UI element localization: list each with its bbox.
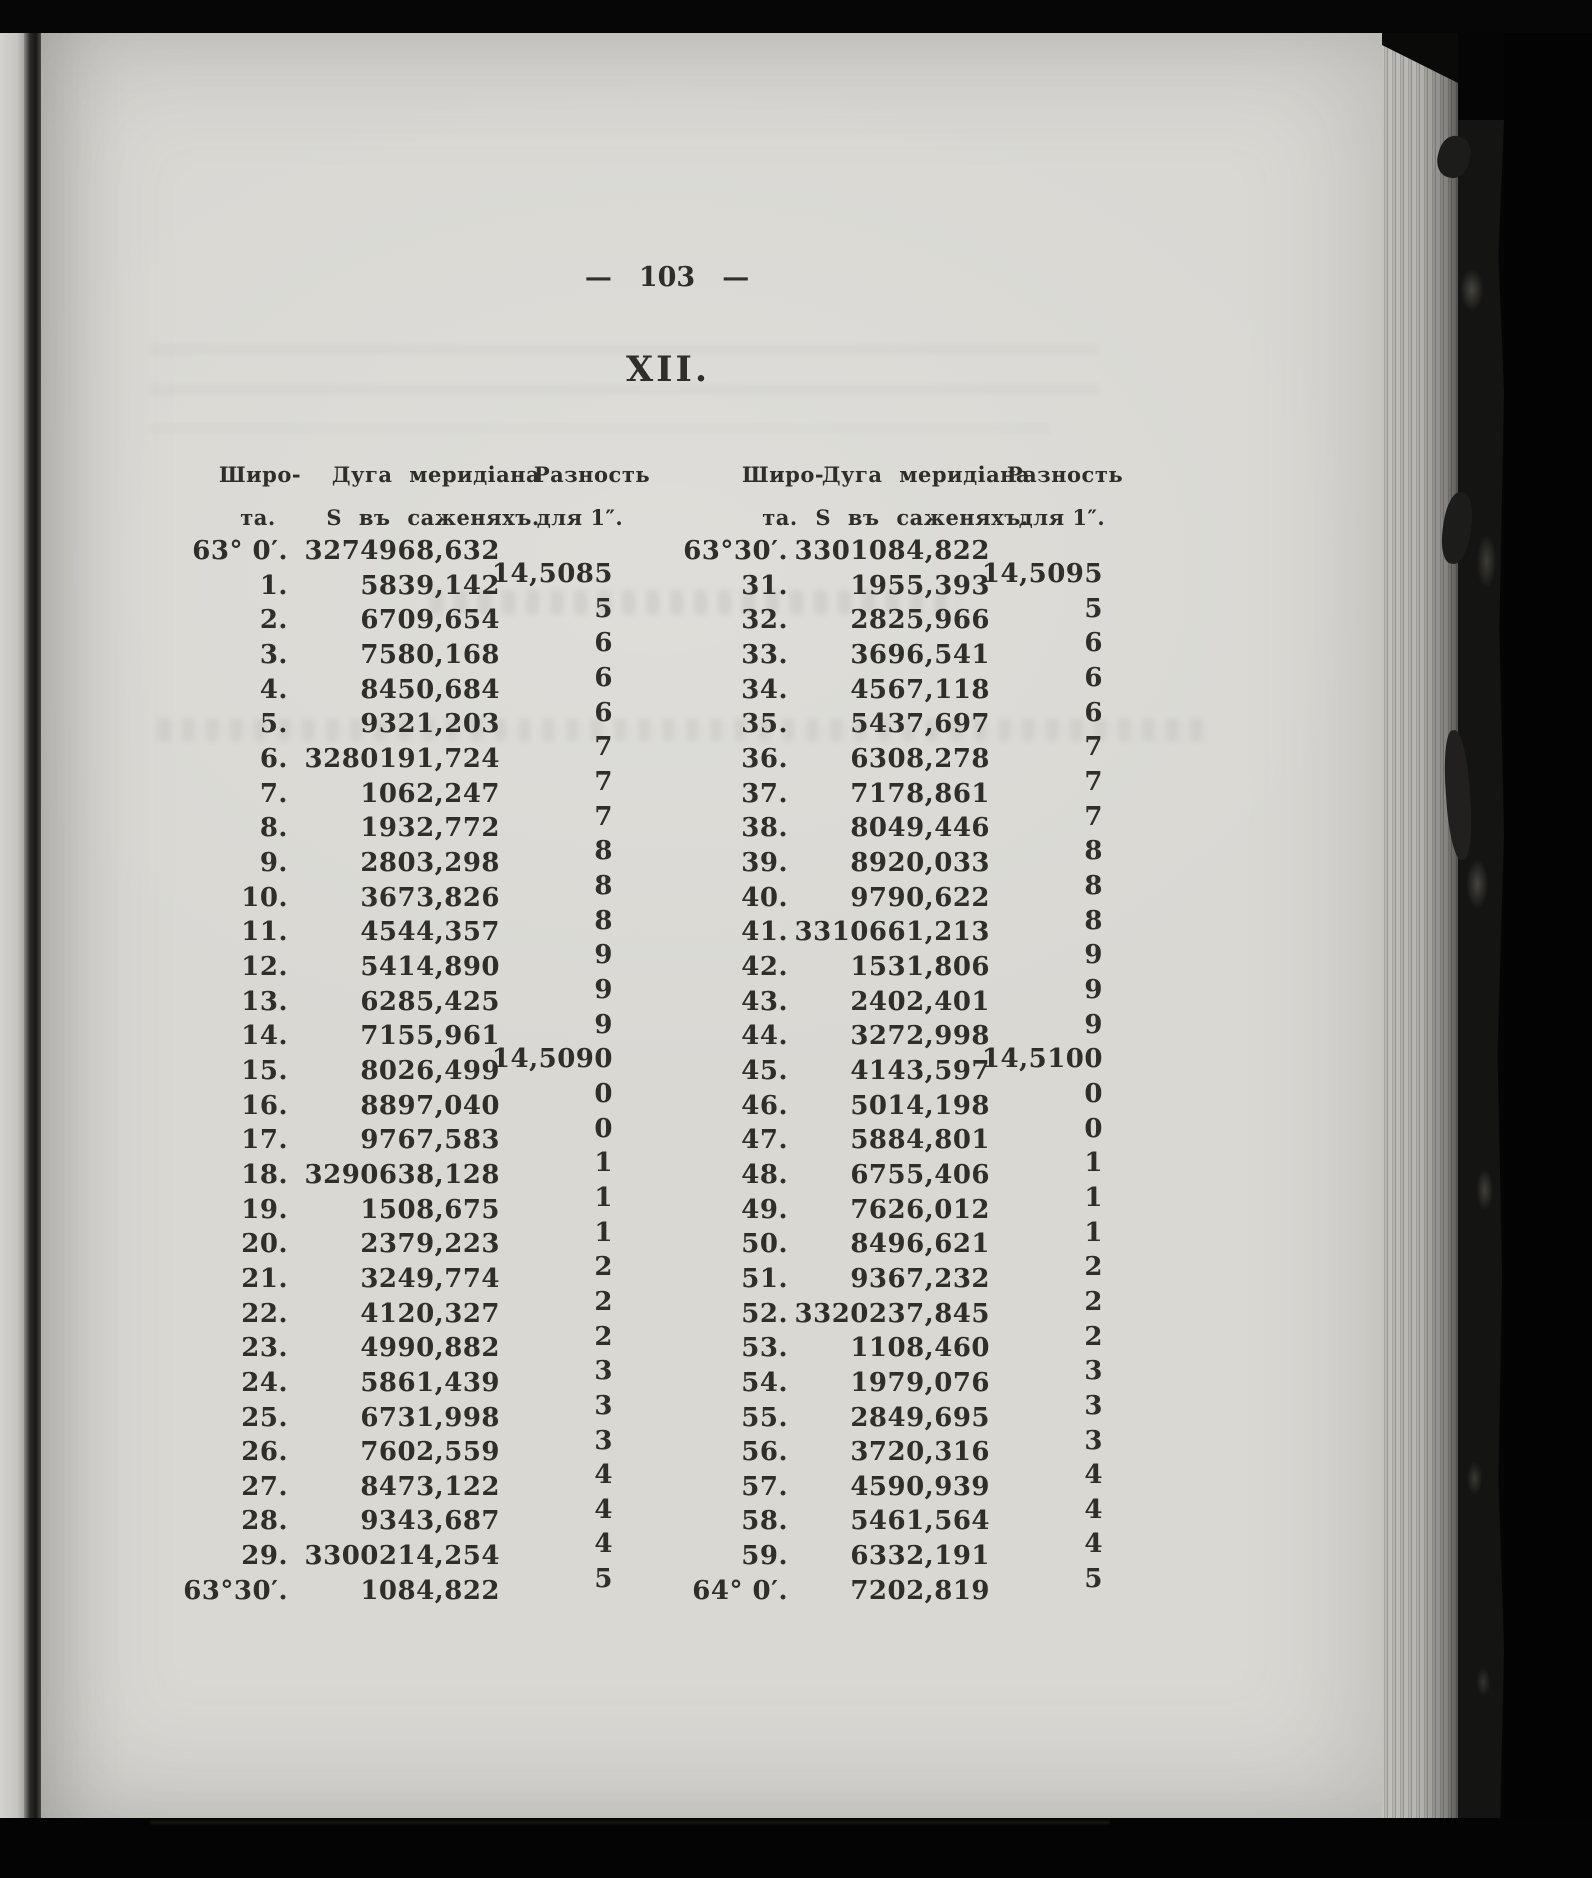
bottom-black-band xyxy=(0,1818,1592,1878)
difference-cell: 3 xyxy=(594,1390,613,1421)
difference-cell: 14,5095 xyxy=(981,559,1103,589)
arc-value-cell: 9367,232 xyxy=(850,1263,990,1294)
page-number-dash-right: — xyxy=(722,262,750,293)
difference-cell: 2 xyxy=(594,1321,613,1352)
difference-header-line2: для 1″. xyxy=(1018,505,1106,530)
latitude-cell: 4. xyxy=(259,674,288,705)
difference-header-line1: Разность xyxy=(533,462,651,487)
arc-value-cell: 7155,961 xyxy=(360,1021,500,1052)
top-black-band xyxy=(0,0,1592,33)
latitude-cell: 56. xyxy=(741,1437,788,1468)
latitude-cell: 49. xyxy=(741,1194,788,1225)
latitude-cell: 23. xyxy=(241,1333,288,1364)
latitude-cell: 48. xyxy=(741,1159,788,1190)
latitude-cell: 7. xyxy=(259,778,288,809)
arc-value-cell: 8450,684 xyxy=(360,674,500,705)
arc-value-cell: 8496,621 xyxy=(850,1229,990,1260)
difference-cell: 9 xyxy=(594,974,613,1005)
arc-value-cell: 3310661,213 xyxy=(794,917,990,948)
arc-value-cell: 3274968,632 xyxy=(304,536,500,566)
latitude-cell: 44. xyxy=(741,1021,788,1052)
arc-value-cell: 3300214,254 xyxy=(304,1541,500,1572)
difference-cell: 6 xyxy=(594,697,613,728)
arc-value-cell: 3280191,724 xyxy=(304,743,500,774)
difference-cell: 0 xyxy=(594,1113,613,1144)
difference-cell: 4 xyxy=(594,1529,613,1560)
difference-cell: 7 xyxy=(1084,732,1103,763)
difference-cell: 9 xyxy=(1084,940,1103,971)
latitude-cell: 58. xyxy=(741,1506,788,1537)
arc-value-cell: 6285,425 xyxy=(360,986,500,1017)
difference-cell: 0 xyxy=(1084,1113,1103,1144)
latitude-cell: 8. xyxy=(259,813,288,844)
arc-value-cell: 1108,460 xyxy=(850,1333,990,1364)
arc-value-cell: 8026,499 xyxy=(360,1055,500,1086)
latitude-cell: 10. xyxy=(241,882,288,913)
difference-cell: 1 xyxy=(594,1148,613,1179)
latitude-cell: 20. xyxy=(241,1229,288,1260)
difference-cell: 1 xyxy=(594,1182,613,1213)
arc-value-cell: 3290638,128 xyxy=(304,1159,500,1190)
latitude-cell: 21. xyxy=(241,1263,288,1294)
latitude-cell: 33. xyxy=(741,639,788,670)
arc-value-cell: 2849,695 xyxy=(850,1402,990,1433)
arc-value-cell: 2803,298 xyxy=(360,847,500,878)
latitude-cell: 63°30′. xyxy=(683,536,788,566)
difference-cell: 9 xyxy=(1084,1009,1103,1040)
arc-value-cell: 5414,890 xyxy=(360,951,500,982)
latitude-header-line1: Широ- xyxy=(741,462,825,487)
arc-value-cell: 6755,406 xyxy=(850,1159,990,1190)
arc-value-cell: 9790,622 xyxy=(850,882,990,913)
latitude-cell: 51. xyxy=(741,1263,788,1294)
difference-cell: 5 xyxy=(1084,1564,1103,1595)
latitude-cell: 41. xyxy=(741,917,788,948)
difference-cell: 3 xyxy=(594,1356,613,1387)
arc-value-cell: 1979,076 xyxy=(850,1367,990,1398)
difference-cell: 6 xyxy=(1084,697,1103,728)
difference-cell: 1 xyxy=(1084,1182,1103,1213)
arc-value-cell: 4544,357 xyxy=(360,917,500,948)
arc-value-cell: 7202,819 xyxy=(850,1575,990,1606)
latitude-cell: 35. xyxy=(741,709,788,740)
difference-cell: 2 xyxy=(594,1252,613,1283)
latitude-header-line1: Широ- xyxy=(218,462,302,487)
difference-cell: 3 xyxy=(1084,1356,1103,1387)
difference-cell: 4 xyxy=(1084,1460,1103,1491)
difference-cell: 5 xyxy=(594,1564,613,1595)
latitude-cell: 47. xyxy=(741,1125,788,1156)
difference-cell: 6 xyxy=(1084,662,1103,693)
latitude-cell: 63°30′. xyxy=(183,1575,288,1606)
arc-value-cell: 3720,316 xyxy=(850,1437,990,1468)
latitude-cell: 55. xyxy=(741,1402,788,1433)
latitude-cell: 59. xyxy=(741,1541,788,1572)
difference-cell: 8 xyxy=(1084,870,1103,901)
page-bottom-edge-highlight xyxy=(150,1821,1110,1824)
arc-value-cell: 6731,998 xyxy=(360,1402,500,1433)
latitude-cell: 25. xyxy=(241,1402,288,1433)
difference-cell: 3 xyxy=(1084,1425,1103,1456)
difference-cell: 1 xyxy=(1084,1217,1103,1248)
latitude-header-line2: та. xyxy=(240,505,276,530)
latitude-cell: 32. xyxy=(741,605,788,636)
latitude-cell: 50. xyxy=(741,1229,788,1260)
arc-value-cell: 3249,774 xyxy=(360,1263,500,1294)
difference-cell: 7 xyxy=(594,732,613,763)
arc-value-cell: 4567,118 xyxy=(850,674,990,705)
arc-value-cell: 4590,939 xyxy=(850,1471,990,1502)
arc-value-cell: 1955,393 xyxy=(850,570,990,601)
latitude-cell: 17. xyxy=(241,1125,288,1156)
difference-cell: 5 xyxy=(1084,593,1103,624)
difference-cell: 14,5090 xyxy=(491,1044,613,1075)
difference-cell: 3 xyxy=(1084,1390,1103,1421)
arc-value-cell: 6308,278 xyxy=(850,743,990,774)
latitude-cell: 43. xyxy=(741,986,788,1017)
arc-value-cell: 5839,142 xyxy=(360,570,500,601)
latitude-cell: 22. xyxy=(241,1298,288,1329)
difference-cell: 8 xyxy=(1084,905,1103,936)
difference-cell: 2 xyxy=(1084,1286,1103,1317)
page-number-dash-left: — xyxy=(584,262,612,293)
difference-cell: 2 xyxy=(594,1286,613,1317)
difference-cell: 8 xyxy=(594,905,613,936)
latitude-cell: 38. xyxy=(741,813,788,844)
difference-cell: 1 xyxy=(1084,1148,1103,1179)
latitude-cell: 29. xyxy=(241,1541,288,1572)
latitude-cell: 37. xyxy=(741,778,788,809)
difference-cell: 14,5100 xyxy=(981,1044,1103,1075)
latitude-cell: 31. xyxy=(741,570,788,601)
latitude-cell: 16. xyxy=(241,1090,288,1121)
difference-cell: 2 xyxy=(1084,1321,1103,1352)
latitude-cell: 15. xyxy=(241,1055,288,1086)
latitude-cell: 63° 0′. xyxy=(192,536,288,566)
difference-cell: 4 xyxy=(1084,1494,1103,1525)
arc-value-cell: 7580,168 xyxy=(360,639,500,670)
difference-cell: 7 xyxy=(1084,766,1103,797)
difference-cell: 2 xyxy=(1084,1252,1103,1283)
difference-cell: 8 xyxy=(594,870,613,901)
difference-cell: 7 xyxy=(594,801,613,832)
arc-value-cell: 1084,822 xyxy=(360,1575,500,1606)
arc-value-cell: 1062,247 xyxy=(360,778,500,809)
latitude-cell: 24. xyxy=(241,1367,288,1398)
latitude-header-line2: та. xyxy=(762,505,798,530)
latitude-cell: 57. xyxy=(741,1471,788,1502)
latitude-cell: 12. xyxy=(241,951,288,982)
arc-value-cell: 5014,198 xyxy=(850,1090,990,1121)
arc-header-line1: Дуга меридіана xyxy=(331,462,541,487)
difference-cell: 6 xyxy=(594,662,613,693)
difference-cell: 9 xyxy=(594,1009,613,1040)
arc-value-cell: 3696,541 xyxy=(850,639,990,670)
arc-value-cell: 2402,401 xyxy=(850,986,990,1017)
arc-value-cell: 7178,861 xyxy=(850,778,990,809)
latitude-cell: 36. xyxy=(741,743,788,774)
latitude-cell: 5. xyxy=(259,709,288,740)
difference-cell: 7 xyxy=(594,766,613,797)
latitude-cell: 54. xyxy=(741,1367,788,1398)
arc-value-cell: 4120,327 xyxy=(360,1298,500,1329)
latitude-cell: 26. xyxy=(241,1437,288,1468)
table-title: XII. xyxy=(625,349,711,390)
difference-cell: 6 xyxy=(594,628,613,659)
latitude-cell: 42. xyxy=(741,951,788,982)
difference-cell: 5 xyxy=(594,593,613,624)
arc-value-cell: 6332,191 xyxy=(850,1541,990,1572)
latitude-cell: 2. xyxy=(259,605,288,636)
latitude-cell: 27. xyxy=(241,1471,288,1502)
latitude-cell: 14. xyxy=(241,1021,288,1052)
book-fore-edge xyxy=(1382,45,1458,1818)
arc-value-cell: 9343,687 xyxy=(360,1506,500,1537)
latitude-cell: 40. xyxy=(741,882,788,913)
arc-value-cell: 1531,806 xyxy=(850,951,990,982)
difference-cell: 4 xyxy=(1084,1529,1103,1560)
latitude-cell: 11. xyxy=(241,917,288,948)
difference-cell: 6 xyxy=(1084,628,1103,659)
difference-cell: 7 xyxy=(1084,801,1103,832)
difference-cell: 14,5085 xyxy=(491,559,613,589)
arc-value-cell: 8897,040 xyxy=(360,1090,500,1121)
arc-value-cell: 2825,966 xyxy=(850,605,990,636)
latitude-cell: 45. xyxy=(741,1055,788,1086)
arc-value-cell: 8049,446 xyxy=(850,813,990,844)
latitude-cell: 18. xyxy=(241,1159,288,1190)
latitude-cell: 28. xyxy=(241,1506,288,1537)
arc-value-cell: 9321,203 xyxy=(360,709,500,740)
latitude-cell: 52. xyxy=(741,1298,788,1329)
page-number: 103 xyxy=(638,262,696,293)
difference-cell: 1 xyxy=(594,1217,613,1248)
arc-value-cell: 5861,439 xyxy=(360,1367,500,1398)
latitude-cell: 34. xyxy=(741,674,788,705)
arc-value-cell: 3301084,822 xyxy=(794,536,990,566)
difference-cell: 8 xyxy=(1084,836,1103,867)
arc-value-cell: 1932,772 xyxy=(360,813,500,844)
arc-header-line2: S въ саженяхъ. xyxy=(815,505,1029,530)
difference-cell: 9 xyxy=(1084,974,1103,1005)
arc-value-cell: 7602,559 xyxy=(360,1437,500,1468)
difference-header-line1: Разность xyxy=(1006,462,1124,487)
latitude-cell: 53. xyxy=(741,1333,788,1364)
arc-value-cell: 5437,697 xyxy=(850,709,990,740)
arc-value-cell: 1508,675 xyxy=(360,1194,500,1225)
arc-value-cell: 3272,998 xyxy=(850,1021,990,1052)
arc-value-cell: 7626,012 xyxy=(850,1194,990,1225)
arc-value-cell: 4990,882 xyxy=(360,1333,500,1364)
arc-value-cell: 8473,122 xyxy=(360,1471,500,1502)
difference-cell: 0 xyxy=(594,1078,613,1109)
arc-value-cell: 3320237,845 xyxy=(794,1298,990,1329)
cover-top-shadow xyxy=(1458,33,1504,123)
difference-cell: 0 xyxy=(1084,1078,1103,1109)
latitude-cell: 39. xyxy=(741,847,788,878)
book-cover-edge xyxy=(1458,120,1504,1818)
difference-cell: 3 xyxy=(594,1425,613,1456)
latitude-cell: 6. xyxy=(259,743,288,774)
arc-value-cell: 3673,826 xyxy=(360,882,500,913)
arc-header-line1: Дуга меридіана xyxy=(821,462,1031,487)
arc-value-cell: 6709,654 xyxy=(360,605,500,636)
latitude-cell: 13. xyxy=(241,986,288,1017)
difference-header-line2: для 1″. xyxy=(536,505,624,530)
latitude-cell: 9. xyxy=(259,847,288,878)
latitude-cell: 1. xyxy=(259,570,288,601)
latitude-cell: 3. xyxy=(259,639,288,670)
latitude-cell: 19. xyxy=(241,1194,288,1225)
arc-value-cell: 4143,597 xyxy=(850,1055,990,1086)
difference-cell: 8 xyxy=(594,836,613,867)
arc-value-cell: 5884,801 xyxy=(850,1125,990,1156)
difference-cell: 9 xyxy=(594,940,613,971)
arc-value-cell: 9767,583 xyxy=(360,1125,500,1156)
latitude-cell: 64° 0′. xyxy=(692,1575,788,1606)
arc-value-cell: 8920,033 xyxy=(850,847,990,878)
arc-value-cell: 5461,564 xyxy=(850,1506,990,1537)
background-right xyxy=(1504,0,1592,1878)
difference-cell: 4 xyxy=(594,1494,613,1525)
latitude-cell: 46. xyxy=(741,1090,788,1121)
difference-cell: 4 xyxy=(594,1460,613,1491)
arc-value-cell: 2379,223 xyxy=(360,1229,500,1260)
arc-header-line2: S въ саженяхъ. xyxy=(326,505,540,530)
